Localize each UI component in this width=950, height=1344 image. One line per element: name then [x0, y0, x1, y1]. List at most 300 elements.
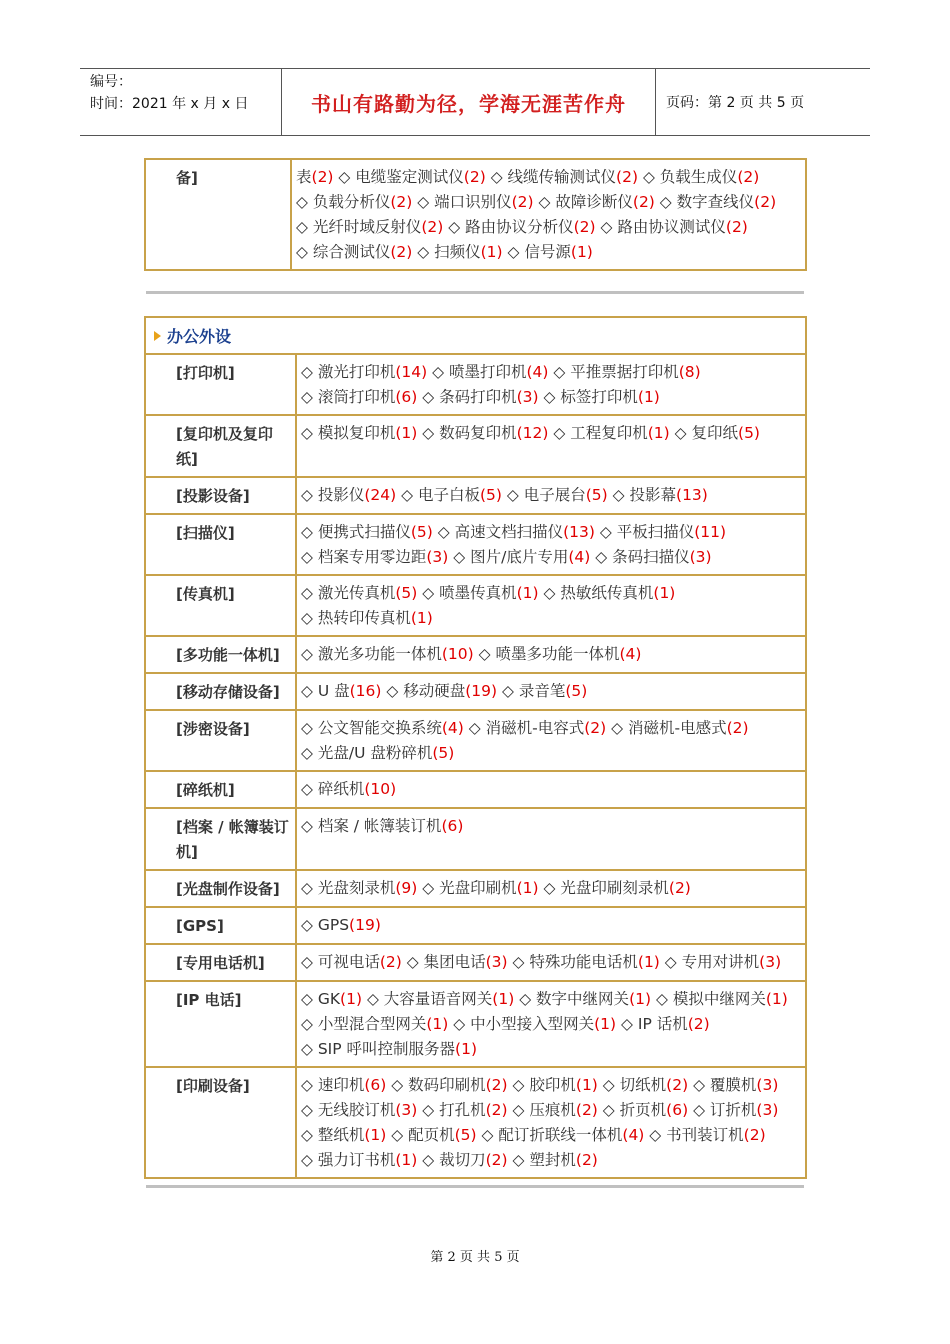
list-item[interactable] [417, 193, 533, 211]
arrow-bullet-icon [154, 331, 161, 341]
item-list [297, 982, 805, 1066]
item-name: ◇ 高速文档扫描仪 [437, 523, 564, 541]
item-count: (1) [395, 424, 418, 442]
item-count: (19) [349, 916, 381, 934]
item-name: ◇ 激光打印机 [301, 363, 396, 381]
item-name: ◇ 负载生成仪 [642, 168, 738, 186]
item-count: (8) [678, 363, 701, 381]
section-header [146, 318, 805, 355]
item-list [297, 478, 805, 513]
item-count: (6) [364, 1076, 387, 1094]
item-name: ◇ 可视电话 [301, 953, 380, 971]
list-item[interactable] [301, 780, 396, 798]
category-label: [打印机] [146, 355, 297, 414]
list-item[interactable] [660, 193, 776, 211]
header-motto: 书山有路勤为径，学海无涯苦作舟 [282, 69, 656, 135]
item-name: ◇ 配页机 [391, 1126, 455, 1144]
list-item[interactable] [693, 1076, 778, 1094]
item-name: ◇ 电子白板 [401, 486, 480, 504]
item-list [297, 945, 805, 980]
list-item[interactable] [513, 1101, 598, 1119]
item-list [297, 674, 805, 709]
category-label: [专用电话机] [146, 945, 297, 980]
equipment-table-continuation [144, 158, 807, 271]
item-count: (2) [485, 1151, 508, 1169]
list-item[interactable] [301, 990, 362, 1008]
list-item[interactable] [301, 363, 427, 381]
list-item[interactable] [401, 486, 502, 504]
office-peripherals-table [144, 316, 807, 1179]
list-item[interactable] [386, 682, 497, 700]
item-count: (5) [738, 424, 760, 442]
list-item[interactable] [301, 1076, 386, 1094]
item-name: ◇ 光盘/U 盘粉碎机 [301, 744, 433, 762]
item-count: (2) [485, 1101, 508, 1119]
item-name: ◇ 路由协议分析仪 [448, 218, 574, 236]
item-count: (1) [364, 1126, 387, 1144]
list-item[interactable] [301, 953, 402, 971]
list-item[interactable] [301, 1015, 448, 1033]
page-footer: 第 2 页 共 5 页 [430, 1250, 520, 1265]
list-item[interactable] [649, 1126, 765, 1144]
item-name: ◇ 塑封机 [512, 1151, 576, 1169]
list-item[interactable] [553, 424, 669, 442]
item-count: (19) [465, 682, 498, 700]
item-name: ◇ 数码复印机 [422, 424, 517, 442]
item-count: (1) [426, 1015, 449, 1033]
list-item[interactable] [595, 548, 711, 566]
table-row [146, 772, 805, 809]
item-count: (5) [454, 1126, 477, 1144]
table-row [146, 871, 805, 908]
category-label: [多功能一体机] [146, 637, 297, 672]
item-name: ◇ 中小型接入型网关 [453, 1015, 595, 1033]
category-label: [扫描仪] [146, 515, 297, 574]
item-count: (16) [349, 682, 382, 700]
item-name: ◇ 胶印机 [512, 1076, 576, 1094]
item-name: ◇ 喷墨传真机 [422, 584, 517, 602]
category-label: [涉密设备] [146, 711, 297, 770]
list-item[interactable] [432, 363, 548, 381]
table-row [146, 674, 805, 711]
item-name: ◇ 数字中继网关 [519, 990, 630, 1008]
table-row [146, 576, 805, 637]
category-label: [投影设备] [146, 478, 297, 513]
list-item[interactable] [422, 424, 548, 442]
item-name: ◇ 光盘刻录机 [301, 879, 396, 897]
item-count: (1) [492, 990, 515, 1008]
list-item[interactable] [600, 523, 726, 541]
list-item[interactable] [544, 388, 660, 406]
item-name: ◇ 模拟复印机 [301, 424, 396, 442]
section-title: 办公外设 [167, 327, 232, 346]
list-item[interactable] [544, 879, 691, 897]
item-count: (2) [485, 1076, 508, 1094]
list-item[interactable] [301, 584, 417, 602]
section-divider [146, 1185, 804, 1188]
item-name: ◇ 投影幕 [612, 486, 677, 504]
table-row [146, 160, 805, 269]
item-name: ◇ GK [301, 990, 341, 1008]
category-label: [印刷设备] [146, 1068, 297, 1177]
list-item[interactable] [656, 990, 788, 1008]
category-label: [光盘制作设备] [146, 871, 297, 906]
item-count: (4) [619, 645, 642, 663]
header-meta [80, 69, 282, 135]
item-name: ◇ 特殊功能电话机 [512, 953, 638, 971]
list-item[interactable] [407, 953, 508, 971]
item-count: (2) [390, 193, 413, 211]
list-item[interactable] [479, 645, 642, 663]
item-name: ◇ 档案专用零边距 [301, 548, 427, 566]
item-list [297, 576, 805, 635]
item-name: ◇ 碎纸机 [301, 780, 365, 798]
item-name: ◇ 切纸机 [602, 1076, 667, 1094]
item-count: (14) [395, 363, 428, 381]
item-count: (2) [632, 193, 655, 211]
item-name: ◇ 图片/底片专用 [453, 548, 569, 566]
list-item[interactable] [603, 1076, 688, 1094]
item-name: ◇ 光盘印刷刻录机 [543, 879, 669, 897]
item-name: ◇ 光盘印刷机 [422, 879, 517, 897]
item-count: (1) [410, 609, 433, 627]
item-list [292, 160, 805, 269]
item-list [297, 637, 805, 672]
list-item[interactable] [301, 523, 433, 541]
item-name: ◇ U 盘 [301, 682, 350, 700]
list-item[interactable] [491, 168, 638, 186]
list-item[interactable] [301, 645, 474, 663]
item-count: (3) [516, 388, 539, 406]
item-count: (3) [426, 548, 449, 566]
item-count: (9) [395, 879, 418, 897]
list-item[interactable] [448, 218, 595, 236]
item-count: (11) [694, 523, 727, 541]
item-name: ◇ 数字查线仪 [659, 193, 755, 211]
item-name: ◇ 消磁机-电容式 [468, 719, 585, 737]
list-item[interactable] [438, 523, 595, 541]
item-count: (10) [364, 780, 397, 798]
list-item[interactable] [296, 168, 333, 186]
item-count: (2) [463, 168, 486, 186]
list-item[interactable] [453, 548, 590, 566]
item-count: (1) [653, 584, 676, 602]
list-item[interactable] [301, 424, 417, 442]
item-list [297, 711, 805, 770]
item-list [297, 1068, 805, 1177]
item-count: (3) [756, 1076, 779, 1094]
table-row [146, 515, 805, 576]
table-row [146, 809, 805, 871]
item-count: (1) [516, 879, 539, 897]
header-page-info: 页码：第 2 页 共 5 页 [666, 95, 805, 111]
list-item[interactable] [519, 990, 651, 1008]
list-item[interactable] [367, 990, 514, 1008]
item-name: ◇ 端口识别仪 [417, 193, 512, 211]
list-item[interactable] [301, 609, 433, 627]
item-name: ◇ 热转印传真机 [301, 609, 411, 627]
item-count: (2) [379, 953, 402, 971]
item-name: ◇ 激光多功能一体机 [301, 645, 442, 663]
item-list [297, 809, 805, 869]
item-count: (24) [364, 486, 397, 504]
category-label: [档案 / 帐簿装订机] [146, 809, 297, 869]
item-count: (1) [516, 584, 539, 602]
table-row [146, 908, 805, 945]
item-name: ◇ 书刊装订机 [649, 1126, 744, 1144]
item-name: ◇ 负载分析仪 [296, 193, 391, 211]
list-item[interactable] [296, 218, 443, 236]
item-count: (10) [441, 645, 474, 663]
item-name: ◇ 速印机 [301, 1076, 365, 1094]
item-count: (1) [637, 953, 660, 971]
item-count: (6) [666, 1101, 689, 1119]
item-count: (3) [395, 1101, 418, 1119]
item-count: (13) [676, 486, 708, 504]
list-item[interactable] [301, 682, 381, 700]
category-label: [IP 电话] [146, 982, 297, 1066]
item-name: ◇ 无线胶订机 [301, 1101, 396, 1119]
item-name: ◇ 电子展台 [506, 486, 586, 504]
list-item[interactable] [502, 682, 587, 700]
item-name: ◇ 线缆传输测试仪 [490, 168, 617, 186]
list-item[interactable] [613, 486, 708, 504]
item-count: (2) [743, 1126, 766, 1144]
item-name: ◇ SIP 呼叫控制服务器 [301, 1040, 456, 1058]
item-count: (4) [622, 1126, 645, 1144]
list-item[interactable] [301, 916, 381, 934]
item-count: (3) [485, 953, 508, 971]
item-name: ◇ 覆膜机 [693, 1076, 757, 1094]
item-count: (4) [441, 719, 464, 737]
item-name: ◇ 集团电话 [406, 953, 486, 971]
list-item[interactable] [603, 1101, 688, 1119]
list-item[interactable] [338, 168, 485, 186]
item-name: ◇ 光纤时域反射仪 [296, 218, 422, 236]
item-count: (2) [754, 193, 777, 211]
item-count: (12) [516, 424, 549, 442]
item-name: ◇ 平推票据打印机 [553, 363, 679, 381]
table-row [146, 711, 805, 772]
list-item[interactable] [301, 388, 417, 406]
item-list [297, 515, 805, 574]
list-item[interactable] [553, 363, 700, 381]
list-item[interactable] [544, 584, 676, 602]
item-count: (2) [575, 1101, 598, 1119]
item-name: ◇ 便携式扫描仪 [301, 523, 411, 541]
item-name: ◇ 工程复印机 [553, 424, 648, 442]
item-name: ◇ 电缆鉴定测试仪 [338, 168, 464, 186]
item-count: (2) [726, 719, 749, 737]
item-name: ◇ 订折机 [693, 1101, 757, 1119]
list-item[interactable] [665, 953, 781, 971]
list-item[interactable] [301, 744, 454, 762]
list-item[interactable] [301, 879, 417, 897]
item-name: ◇ 专用对讲机 [664, 953, 760, 971]
item-name: ◇ 打孔机 [422, 1101, 486, 1119]
item-count: (1) [594, 1015, 617, 1033]
item-name: ◇ 大容量语音网关 [366, 990, 493, 1008]
item-count: (2) [575, 1151, 598, 1169]
list-item[interactable] [301, 719, 464, 737]
item-count: (1) [395, 1151, 418, 1169]
list-item[interactable] [391, 1126, 476, 1144]
item-count: (2) [511, 193, 534, 211]
item-count: (13) [563, 523, 595, 541]
item-count: (1) [455, 1040, 478, 1058]
item-list [297, 772, 805, 807]
table-row [146, 945, 805, 982]
item-name: ◇ 条码打印机 [422, 388, 517, 406]
item-name: ◇ 裁切刀 [422, 1151, 486, 1169]
item-name: ◇ 条码扫描仪 [595, 548, 690, 566]
category-label: [移动存储设备] [146, 674, 297, 709]
item-name: ◇ 热敏纸传真机 [543, 584, 654, 602]
item-name: ◇ 整纸机 [301, 1126, 365, 1144]
item-name: ◇ 投影仪 [301, 486, 365, 504]
list-item[interactable] [301, 1151, 417, 1169]
list-item[interactable] [469, 719, 606, 737]
item-name: ◇ 模拟中继网关 [655, 990, 766, 1008]
item-count: (2) [737, 168, 760, 186]
category-label: [传真机] [146, 576, 297, 635]
list-item[interactable] [422, 584, 538, 602]
item-count: (5) [432, 744, 455, 762]
item-name: ◇ 复印纸 [674, 424, 739, 442]
item-count: (3) [689, 548, 712, 566]
list-item[interactable] [301, 486, 396, 504]
item-count: (4) [526, 363, 549, 381]
item-count: (3) [759, 953, 782, 971]
item-name: ◇ 路由协议测试仪 [600, 218, 726, 236]
list-item[interactable] [422, 1151, 507, 1169]
item-name: ◇ 故障诊断仪 [538, 193, 633, 211]
item-name: ◇ IP 话机 [621, 1015, 688, 1033]
item-count: (5) [410, 523, 433, 541]
item-count: (6) [395, 388, 418, 406]
item-name: ◇ 录音笔 [502, 682, 566, 700]
category-label: 备] [146, 160, 292, 269]
item-name: ◇ 配订折联线一体机 [481, 1126, 623, 1144]
item-list [297, 355, 805, 414]
item-list [297, 416, 805, 476]
item-count: (5) [479, 486, 502, 504]
item-name: 表 [296, 168, 312, 186]
item-count: (2) [687, 1015, 710, 1033]
item-list [297, 908, 805, 943]
item-name: ◇ 消磁机-电感式 [611, 719, 727, 737]
item-name: ◇ 折页机 [602, 1101, 667, 1119]
list-item[interactable] [675, 424, 760, 442]
list-item[interactable] [422, 388, 538, 406]
item-count: (1) [629, 990, 652, 1008]
item-count: (5) [585, 486, 608, 504]
item-name: ◇ 数码印刷机 [391, 1076, 486, 1094]
list-item[interactable] [643, 168, 759, 186]
list-item[interactable] [301, 1126, 386, 1144]
table-row [146, 355, 805, 416]
document-time-label: 时间：2021 年 x 月 x 日 [90, 96, 249, 112]
item-count: (2) [668, 879, 691, 897]
item-list [297, 871, 805, 906]
item-name: ◇ 扫频仪 [417, 243, 481, 261]
item-name: ◇ 强力订书机 [301, 1151, 396, 1169]
item-count: (1) [575, 1076, 598, 1094]
item-name: ◇ 公文智能交换系统 [301, 719, 442, 737]
table-row [146, 416, 805, 478]
category-label: [碎纸机] [146, 772, 297, 807]
list-item[interactable] [296, 243, 412, 261]
item-name: ◇ 信号源 [507, 243, 571, 261]
item-name: ◇ 平板扫描仪 [599, 523, 695, 541]
table-row [146, 478, 805, 515]
item-name: ◇ 小型混合型网关 [301, 1015, 427, 1033]
list-item[interactable] [508, 243, 593, 261]
list-item[interactable] [539, 193, 655, 211]
list-item[interactable] [422, 879, 538, 897]
item-count: (2) [390, 243, 413, 261]
list-item[interactable] [482, 1126, 645, 1144]
table-row [146, 982, 805, 1068]
list-item[interactable] [693, 1101, 778, 1119]
item-count: (1) [570, 243, 593, 261]
category-label: [GPS] [146, 908, 297, 943]
item-name: ◇ 压痕机 [512, 1101, 576, 1119]
item-count: (1) [340, 990, 362, 1008]
table-row [146, 637, 805, 674]
list-item[interactable] [301, 1101, 417, 1119]
list-item[interactable] [621, 1015, 710, 1033]
item-count: (1) [480, 243, 503, 261]
item-count: (6) [441, 817, 464, 835]
list-item[interactable] [301, 548, 448, 566]
item-name: ◇ 激光传真机 [301, 584, 396, 602]
item-count: (2) [584, 719, 607, 737]
item-name: ◇ 滚筒打印机 [301, 388, 396, 406]
item-name: ◇ 移动硬盘 [386, 682, 466, 700]
table-row [146, 1068, 805, 1177]
item-name: ◇ 喷墨多功能一体机 [478, 645, 620, 663]
list-item[interactable] [422, 1101, 507, 1119]
item-count: (2) [725, 218, 748, 236]
list-item[interactable] [391, 1076, 507, 1094]
item-count: (2) [666, 1076, 689, 1094]
list-item[interactable] [301, 817, 463, 835]
list-item[interactable] [611, 719, 748, 737]
list-item[interactable] [296, 193, 412, 211]
item-count: (5) [395, 584, 418, 602]
item-name: ◇ 标签打印机 [543, 388, 638, 406]
item-count: (4) [568, 548, 591, 566]
item-name: ◇ 喷墨打印机 [432, 363, 527, 381]
list-item[interactable] [513, 953, 660, 971]
category-label: [复印机及复印纸] [146, 416, 297, 476]
list-item[interactable] [507, 486, 608, 504]
list-item[interactable] [601, 218, 748, 236]
item-count: (1) [647, 424, 670, 442]
item-count: (3) [756, 1101, 779, 1119]
list-item[interactable] [453, 1015, 616, 1033]
list-item[interactable] [301, 1040, 477, 1058]
page-header [80, 68, 870, 136]
item-name: ◇ 综合测试仪 [296, 243, 391, 261]
item-name: ◇ 档案 / 帐簿装订机 [301, 817, 442, 835]
list-item[interactable] [417, 243, 502, 261]
list-item[interactable] [513, 1076, 598, 1094]
list-item[interactable] [513, 1151, 598, 1169]
item-count: (2) [616, 168, 639, 186]
item-count: (1) [765, 990, 788, 1008]
